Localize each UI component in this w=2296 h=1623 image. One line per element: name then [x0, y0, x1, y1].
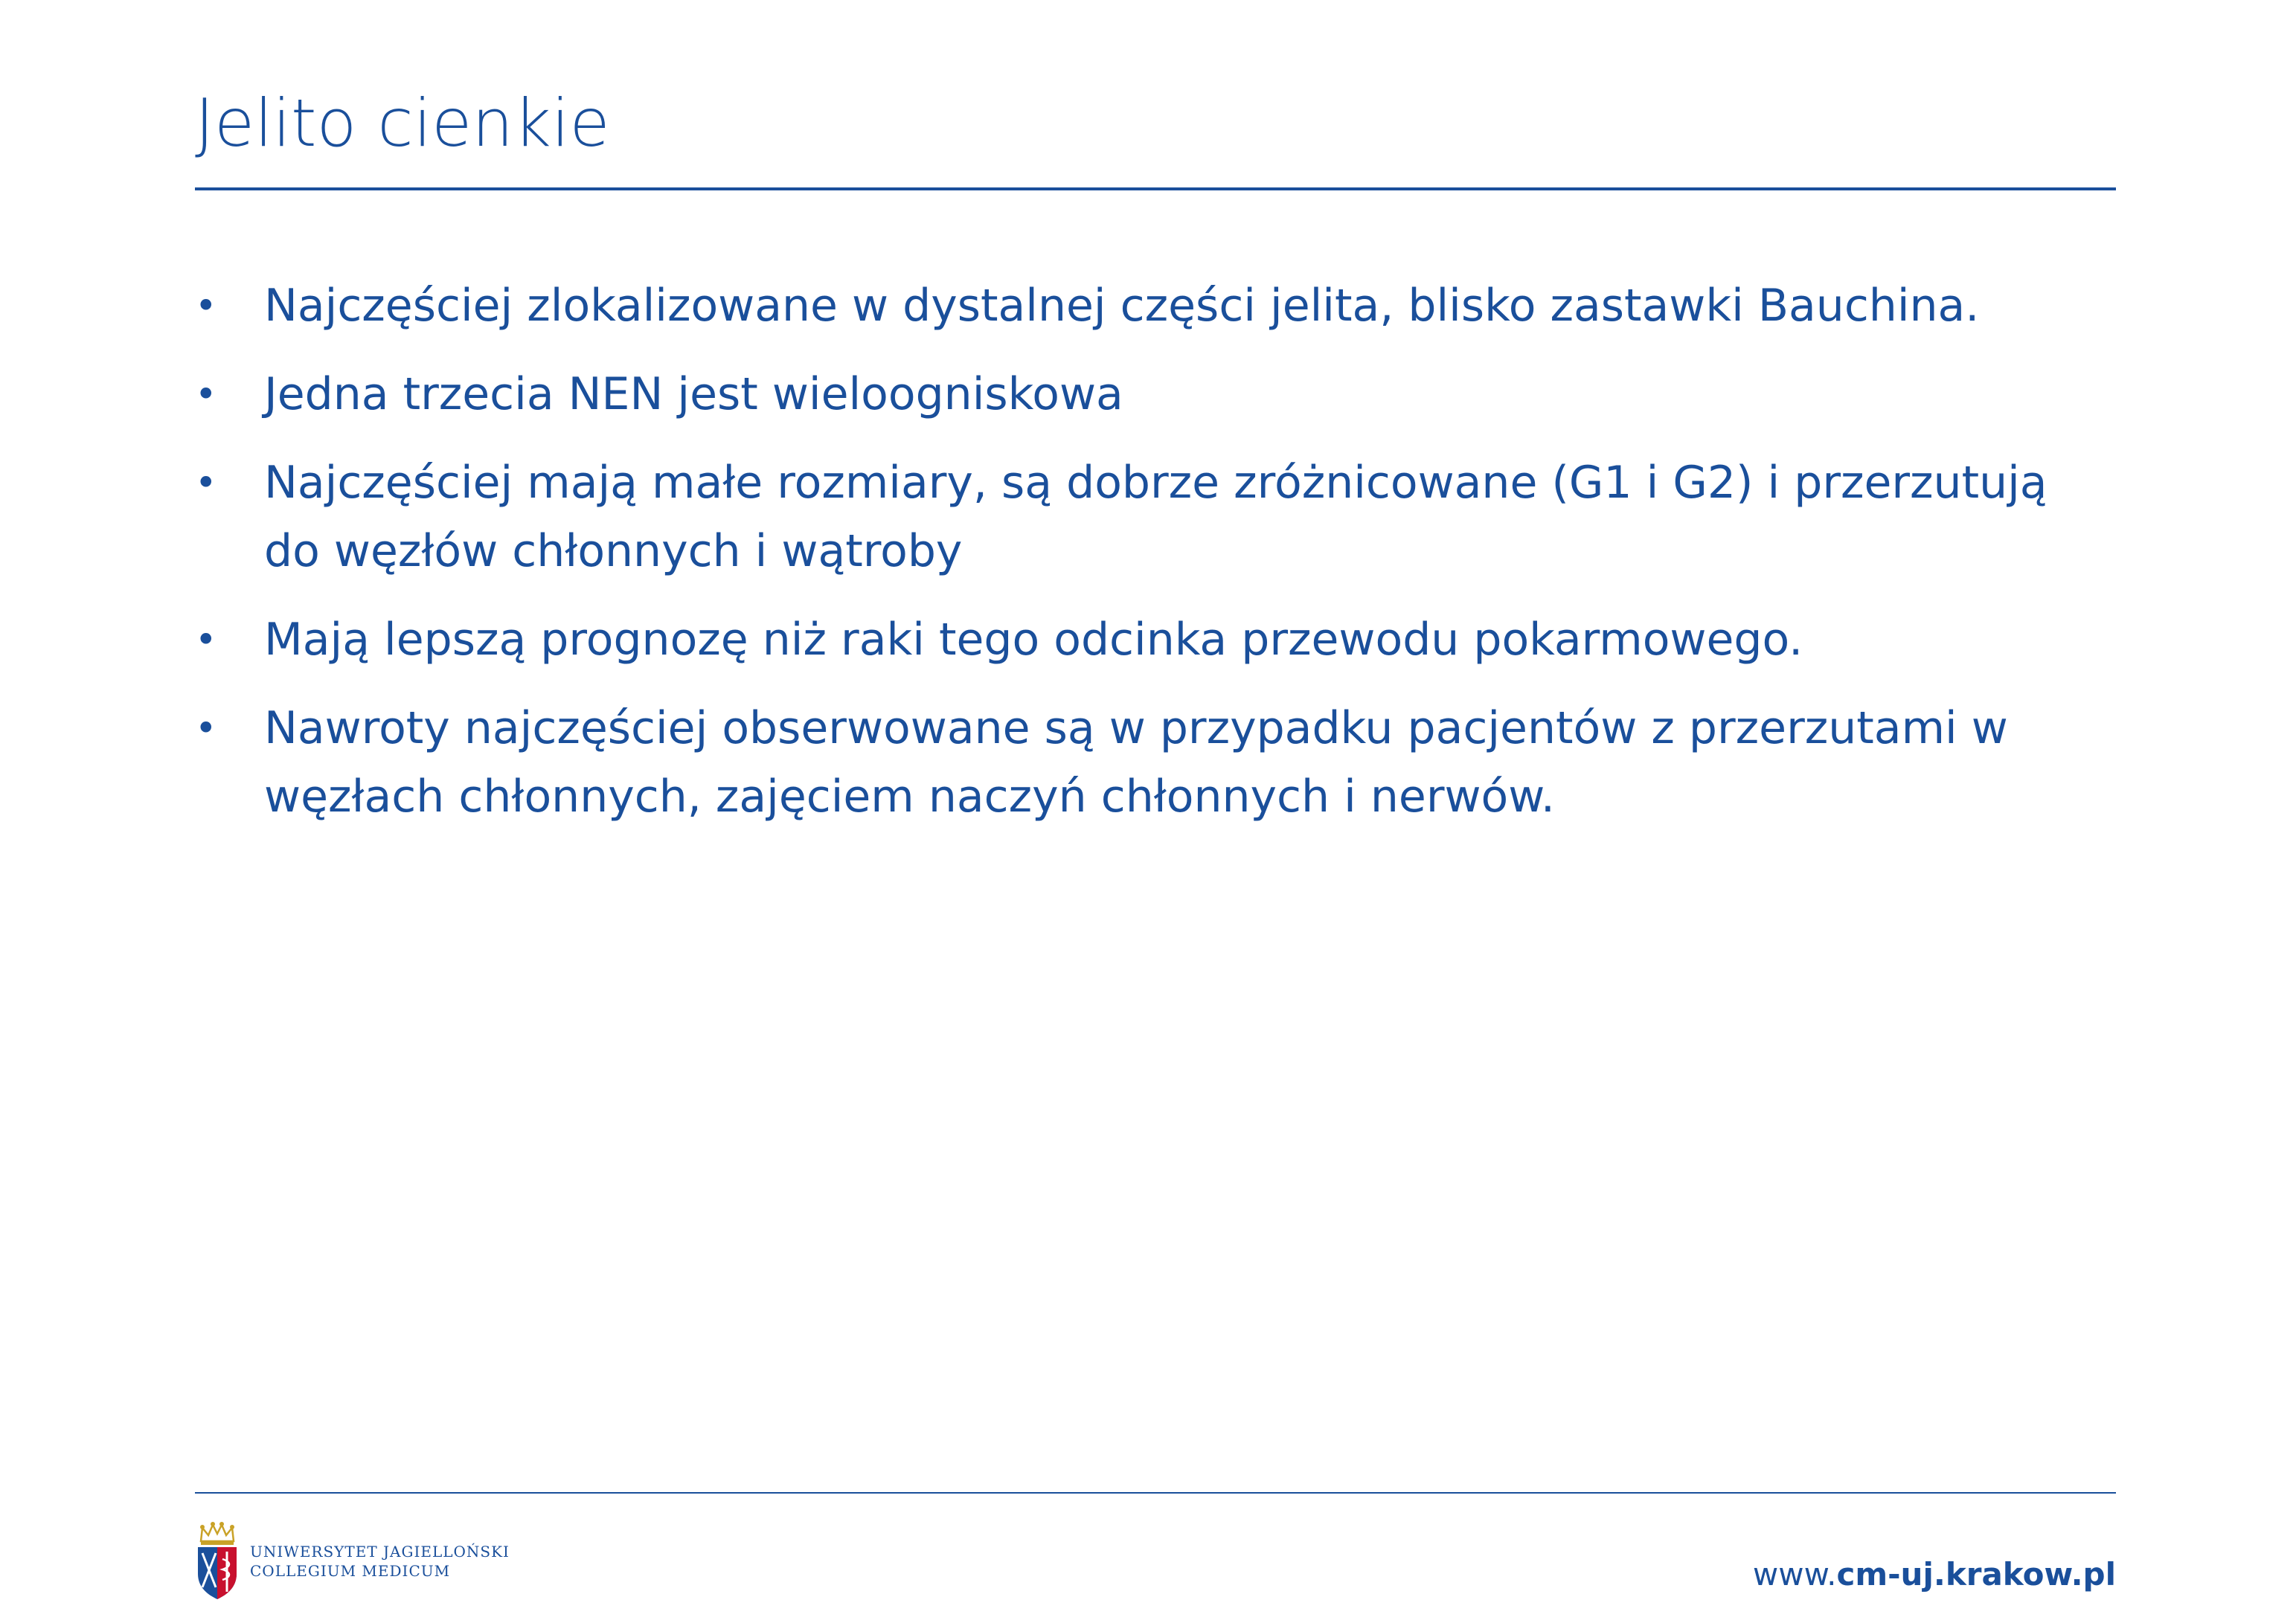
slide-title: Jelito cienkie [195, 85, 610, 161]
logo-text [250, 1542, 510, 1581]
bullet-text: Mają lepszą prognozę niż raki tego odcinka przewodu pokarmowego. [264, 614, 1803, 666]
logo-university-name: UNIWERSYTET JAGIELLOŃSKI [250, 1543, 510, 1561]
bullet-list [195, 271, 2100, 851]
footer-divider [195, 1492, 2116, 1494]
bullet-marker: • [195, 461, 217, 504]
bullet-marker: • [195, 707, 217, 750]
title-divider [195, 187, 2116, 190]
university-crest-icon [195, 1522, 240, 1601]
bullet-text: Najczęściej mają małe rozmiary, są dobrze zróżnicowane (G1 i G2) i przerzutują do węzłów chłonnych i wątroby [264, 457, 2048, 577]
website-link[interactable] [1753, 1556, 2116, 1593]
bullet-text: Jedna trzecia NEN jest wieloogniskowa [264, 368, 1123, 420]
bullet-text: Najczęściej zlokalizowane w dystalnej części jelita, blisko zastawki Bauchina. [264, 280, 1980, 332]
bullet-item [195, 694, 2100, 831]
bullet-item [195, 449, 2100, 585]
bullet-text: Nawroty najczęściej obserwowane są w przypadku pacjentów z przerzutami w węzłach chłonnych, zajęciem naczyń chłonnych i nerwów. [264, 702, 2008, 823]
website-prefix: www. [1752, 1556, 1837, 1593]
bullet-item [195, 271, 2100, 340]
university-logo [195, 1520, 510, 1602]
website-domain: cm-uj.krakow.pl [1836, 1556, 2116, 1593]
bullet-marker: • [195, 284, 217, 327]
bullet-item [195, 605, 2100, 674]
bullet-marker: • [195, 373, 217, 416]
bullet-marker: • [195, 618, 217, 661]
logo-faculty-name: COLLEGIUM MEDICUM [250, 1562, 451, 1580]
bullet-item [195, 360, 2100, 428]
